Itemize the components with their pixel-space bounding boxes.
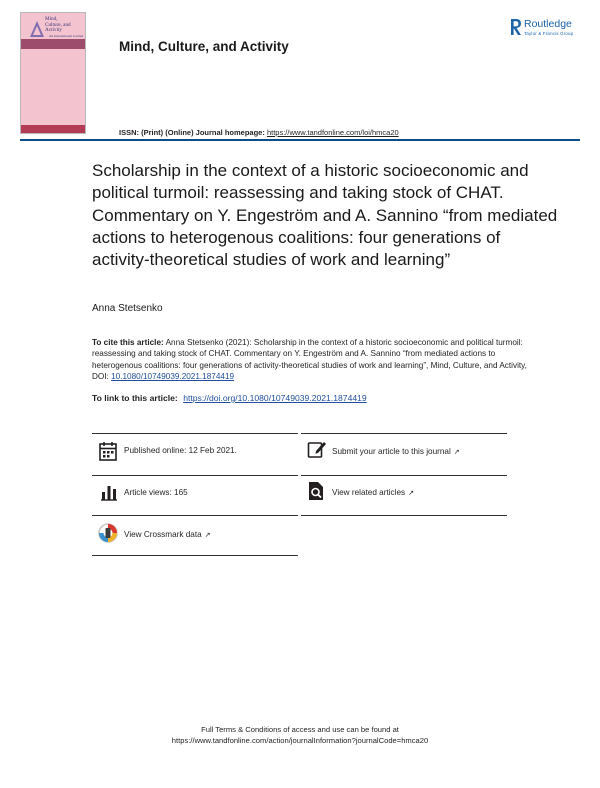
- calendar-icon: [99, 441, 117, 461]
- cover-band: [21, 39, 85, 49]
- info-rule-low-left: [92, 515, 298, 516]
- info-rule-mid-left: [92, 475, 298, 476]
- header-divider: [20, 139, 580, 141]
- brand-name: Routledge: [524, 18, 572, 30]
- terms-footer: [0, 724, 600, 746]
- journal-cover-image: [20, 12, 86, 134]
- info-rule-mid-right: [301, 475, 507, 476]
- journal-homepage-link[interactable]: https://www.tandfonline.com/loi/hmca20: [266, 128, 399, 137]
- external-link-icon: ↗: [453, 449, 460, 456]
- submit-article-label: Submit your article to this journal: [332, 447, 451, 456]
- related-articles-icon: [307, 481, 325, 501]
- cover-triangle-icon: [30, 21, 44, 37]
- article-link-label: To link to this article:: [92, 393, 178, 403]
- bar-chart-icon: [100, 483, 118, 501]
- cover-title: Mind, Culture, and Activity: [45, 16, 71, 34]
- crossmark-icon: [98, 523, 118, 543]
- view-crossmark-link[interactable]: [124, 530, 211, 539]
- view-related-articles-label: View related articles: [332, 488, 406, 497]
- cover-subtitle: An International Journal: [49, 34, 84, 38]
- article-author[interactable]: Anna Stetsenko: [92, 303, 163, 314]
- terms-text: Full Terms & Conditions of access and use can be found at: [201, 725, 399, 734]
- issn-line: [119, 128, 399, 137]
- citation-text: Anna Stetsenko (2021): Scholarship in the context of a historic socioeconomic and political turmoil: reassessing and taking stock of CHAT. Commentary on Y. Engeström and A. Sannino “from mediated actions to heterogenous coalitions: four generations of activity-theoretical studies of work and learning”, Mind, Culture, and Activity, DOI:: [92, 338, 527, 382]
- publisher-logo[interactable]: [510, 16, 590, 42]
- info-rule-bottom-left: [92, 555, 298, 556]
- article-views: Article views: 165: [124, 488, 188, 497]
- external-link-icon: ↗: [204, 532, 211, 539]
- external-link-icon: ↗: [408, 490, 414, 497]
- citation-label: To cite this article:: [92, 338, 164, 347]
- citation-doi-link[interactable]: 10.1080/10749039.2021.1874419: [111, 372, 235, 382]
- info-rule-top-left: [92, 433, 298, 434]
- journal-title[interactable]: Mind, Culture, and Activity: [119, 39, 289, 54]
- published-online: Published online: 12 Feb 2021.: [124, 446, 237, 455]
- article-link-line: [92, 393, 367, 403]
- issn-label: ISSN: (Print) (Online) Journal homepage:: [119, 128, 265, 137]
- journal-information-link[interactable]: https://www.tandfonline.com/action/journalInformation?journalCode=hmca20: [171, 736, 429, 745]
- submit-article-link[interactable]: [332, 447, 460, 456]
- brand-tagline: Taylor & Francis Group: [524, 31, 574, 36]
- article-doi-url[interactable]: https://doi.org/10.1080/10749039.2021.1874419: [183, 393, 367, 403]
- view-crossmark-label: View Crossmark data: [124, 530, 202, 539]
- view-related-articles-link[interactable]: [332, 488, 414, 497]
- article-title: Scholarship in the context of a historic socioeconomic and political turmoil: reassessing and taking stock of CHAT. Commentary on Y. Engeström and A. Sannino “from mediated actions to heterogenous coalitions: four generations of activity-theoretical studies of work and learning”: [92, 161, 558, 270]
- info-rule-top-right: [301, 433, 507, 434]
- routledge-r-icon: [510, 18, 522, 36]
- cover-footer-band: [21, 125, 85, 133]
- info-rule-bottom-right: [301, 515, 507, 516]
- citation-block: [92, 337, 544, 383]
- edit-pencil-icon: [307, 439, 327, 459]
